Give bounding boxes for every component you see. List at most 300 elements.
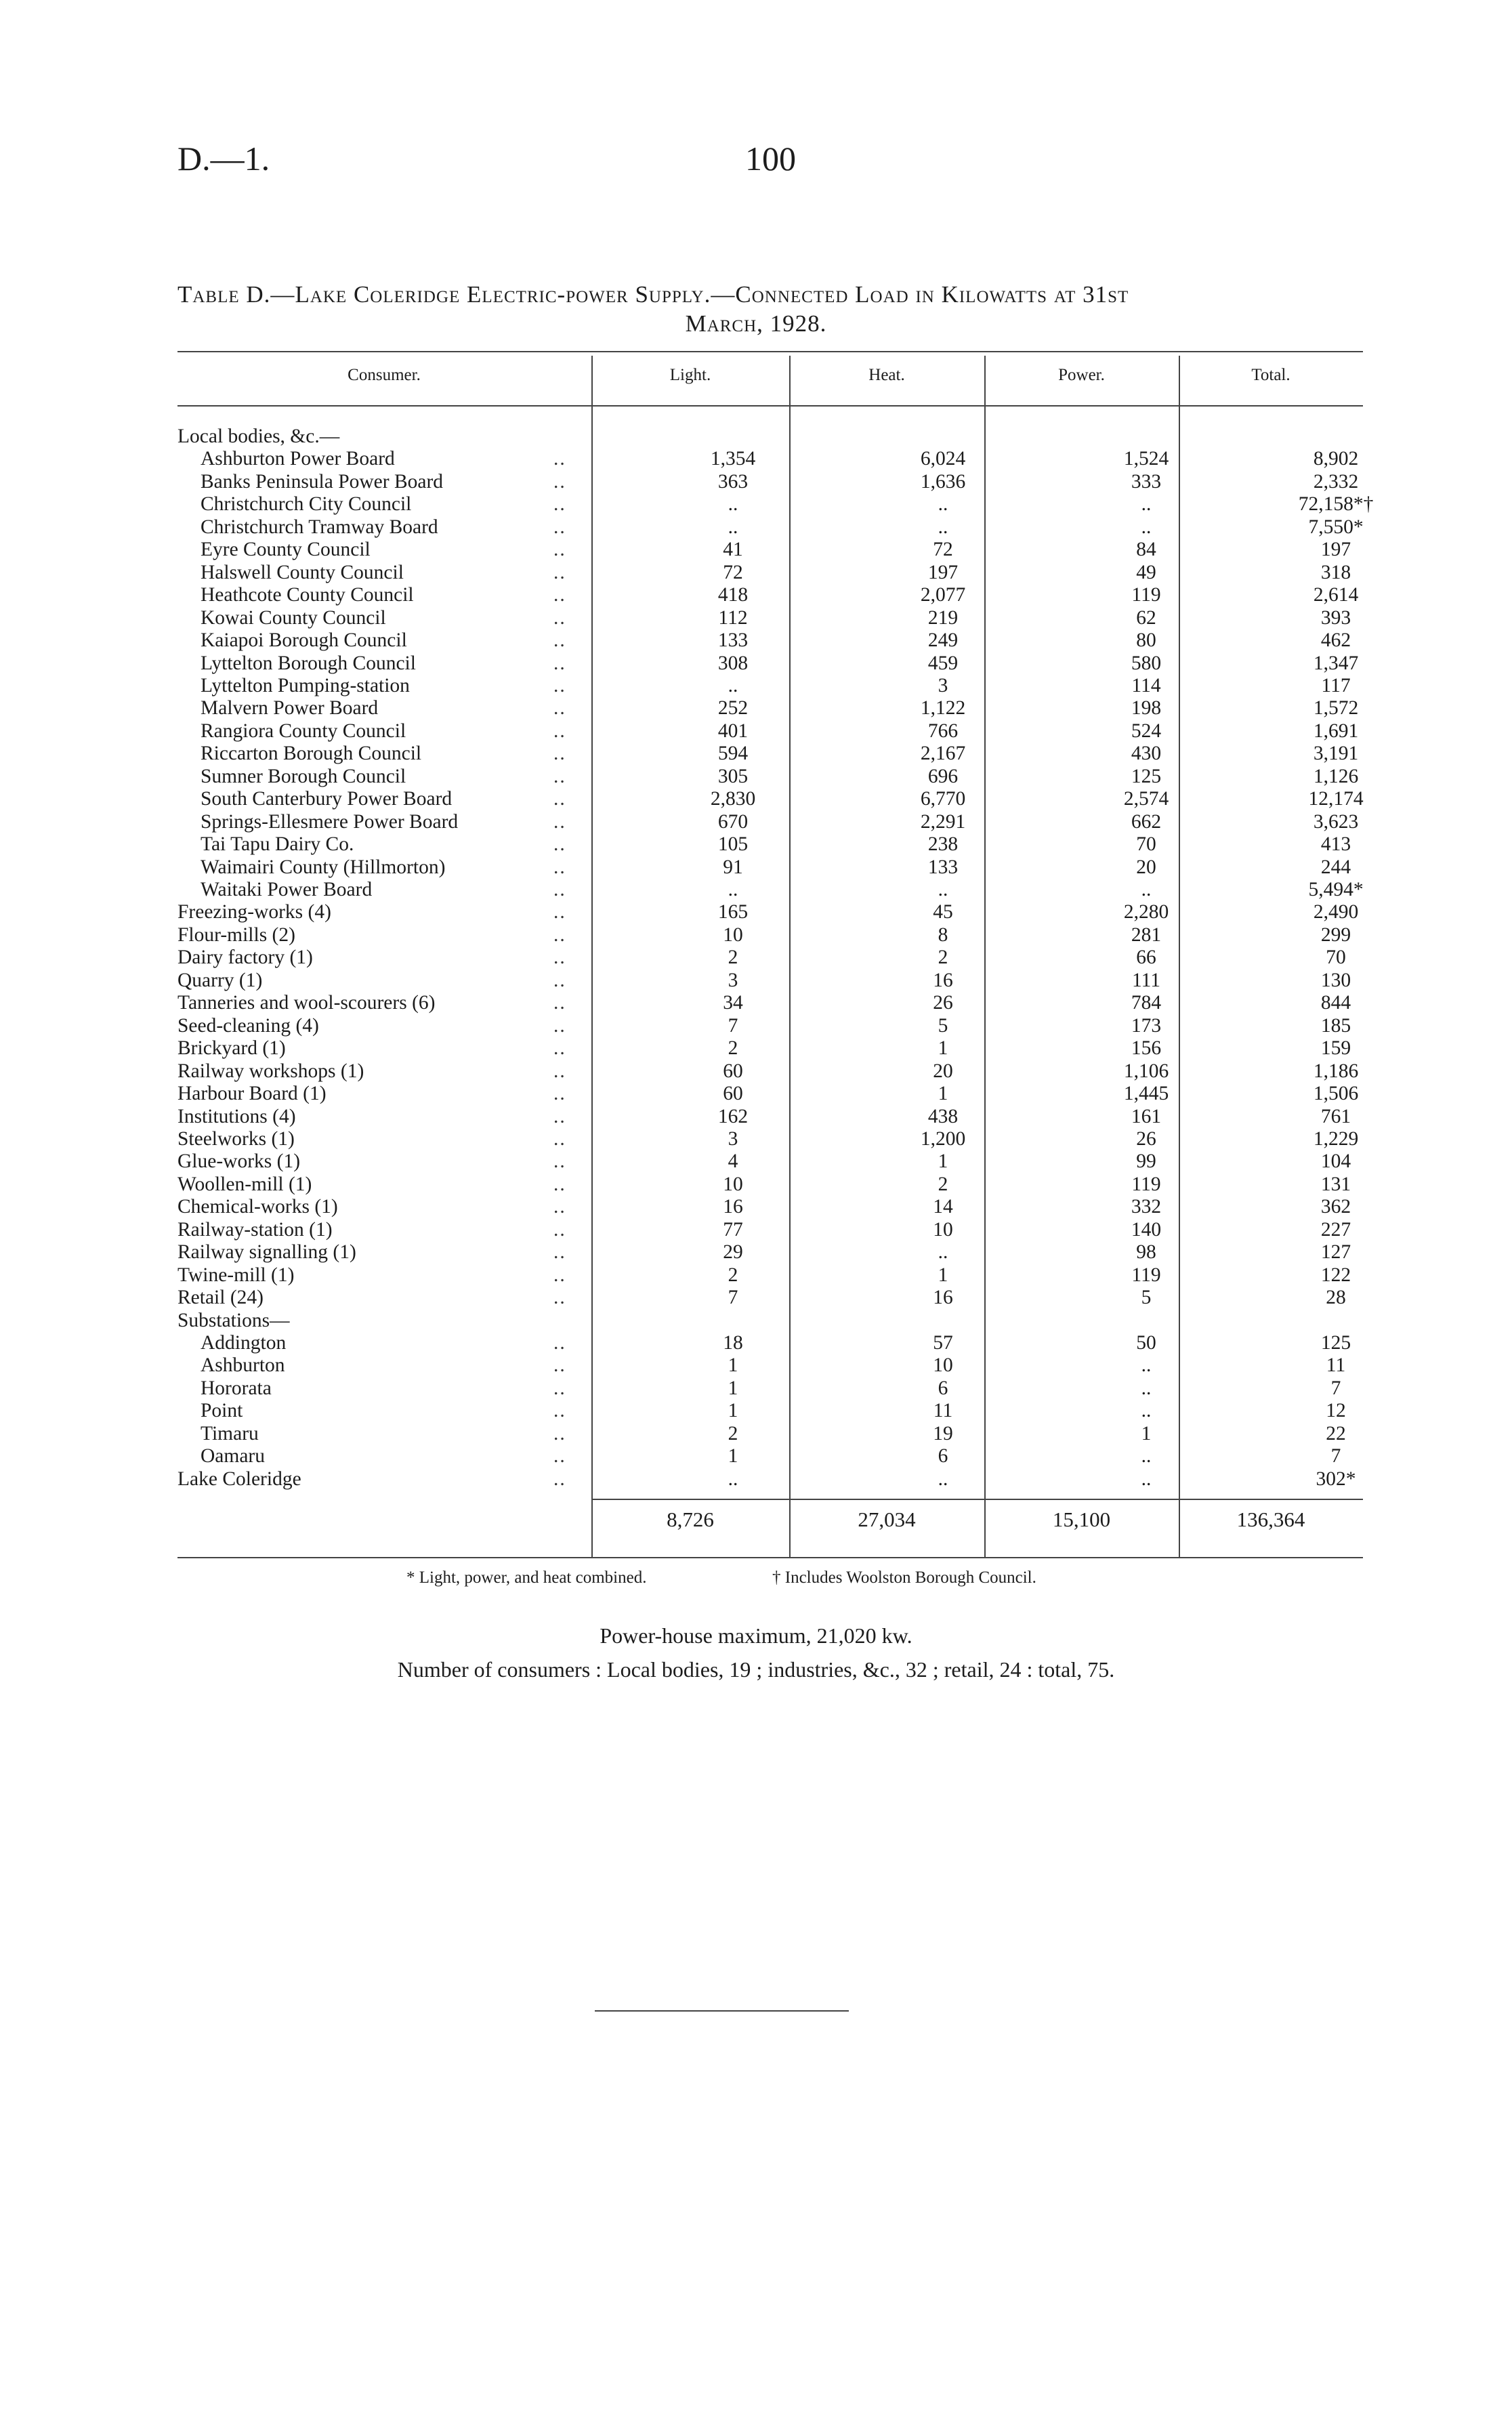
cell-power: 161 (1131, 1105, 1162, 1127)
consumer-name: Tai Tapu Dairy Co. (201, 833, 354, 856)
leader-dots: .. (553, 629, 566, 652)
cell-heat: 2 (938, 947, 948, 969)
cell-heat: 1,122 (920, 697, 966, 720)
table-row (177, 1150, 1363, 1173)
cell-power: 524 (1131, 720, 1162, 742)
header-power: Power. (1058, 366, 1105, 384)
cell-power: 5 (1141, 1287, 1152, 1309)
cell-heat: 1 (938, 1264, 948, 1286)
cell-total: 197 (1320, 539, 1351, 561)
table-row (177, 833, 1363, 856)
leader-dots: .. (553, 1332, 566, 1354)
table-row (177, 879, 1363, 902)
cell-light: 2 (728, 947, 738, 969)
consumer-name: Eyre County Council (201, 539, 371, 561)
leader-dots: .. (553, 470, 566, 493)
table-row (177, 652, 1363, 675)
consumer-name: Banks Peninsula Power Board (201, 470, 444, 493)
leader-dots: .. (553, 1241, 566, 1264)
cell-heat: 6 (938, 1445, 948, 1468)
cell-total: 28 (1326, 1287, 1346, 1309)
cell-total: 104 (1320, 1150, 1351, 1173)
cell-total: 462 (1320, 629, 1351, 652)
table-title-prefix: Table D.— (177, 281, 295, 308)
cell-heat: 133 (927, 856, 959, 878)
cell-power: 125 (1131, 765, 1162, 787)
cell-total: 131 (1320, 1173, 1351, 1195)
cell-power: 111 (1131, 969, 1161, 991)
table-row (177, 743, 1363, 766)
cell-power: 1,445 (1123, 1083, 1169, 1105)
consumer-name: Woollen-mill (1) (177, 1173, 312, 1195)
consumer-name: Institutions (4) (177, 1105, 296, 1127)
header-heat: Heat. (868, 366, 905, 384)
cell-heat: 5 (938, 1014, 948, 1037)
table-bottom-rule (177, 1557, 1363, 1558)
consumer-name: Brickyard (1) (177, 1037, 286, 1060)
table-row (177, 448, 1363, 471)
cell-power: 66 (1136, 947, 1156, 969)
leader-dots: .. (553, 1060, 566, 1082)
leader-dots: .. (553, 516, 566, 538)
table-row (177, 1264, 1363, 1287)
table-row (177, 1173, 1363, 1197)
cell-light: 10 (723, 1173, 743, 1195)
cell-total: 1,186 (1313, 1060, 1359, 1082)
cell-heat: 2,077 (920, 584, 966, 606)
leader-dots: .. (553, 652, 566, 674)
leader-dots: .. (553, 765, 566, 787)
cell-light: 2 (728, 1037, 738, 1060)
cell-light: 418 (717, 584, 749, 606)
cell-heat: .. (938, 879, 948, 900)
cell-heat: 219 (927, 606, 959, 629)
footnote-star: * Light, power, and heat combined. (406, 1568, 647, 1587)
cell-light: 10 (723, 923, 743, 946)
consumer-name: Kowai County Council (201, 606, 386, 629)
cell-light: .. (728, 674, 738, 696)
table-title-main: Lake Coleridge Electric-power Supply.—Connected Load in Kilowatts at 31st (295, 281, 1129, 308)
cell-total: 125 (1320, 1332, 1351, 1354)
table-row (177, 1354, 1363, 1377)
leader-dots: .. (553, 833, 566, 856)
leader-dots: .. (553, 1014, 566, 1037)
cell-total: 122 (1320, 1264, 1351, 1286)
leader-dots: .. (553, 1422, 566, 1444)
table-row (177, 1332, 1363, 1355)
cell-power: 70 (1136, 833, 1156, 856)
cell-power: 80 (1136, 629, 1156, 652)
cell-total: 11 (1326, 1354, 1346, 1377)
cell-total: 1,691 (1313, 720, 1359, 742)
consumer-name: Kaiapoi Borough Council (201, 629, 407, 652)
cell-light: 112 (718, 606, 748, 629)
table-row (177, 607, 1363, 630)
cell-heat: 2,167 (920, 743, 966, 765)
cell-power: 119 (1131, 584, 1161, 606)
consumer-name: Substations— (177, 1309, 290, 1331)
total-total: 136,364 (1236, 1507, 1305, 1531)
cell-power: .. (1141, 1445, 1152, 1468)
cell-heat: 11 (933, 1400, 953, 1422)
table-row (177, 1015, 1363, 1038)
cell-power: 62 (1136, 606, 1156, 629)
cell-power: .. (1141, 1377, 1152, 1399)
cell-power: 140 (1131, 1218, 1162, 1241)
cell-heat: 19 (933, 1422, 953, 1444)
cell-heat: 14 (933, 1196, 953, 1218)
cell-power: 98 (1136, 1241, 1156, 1264)
consumer-name: Timaru (201, 1422, 259, 1444)
cell-heat: 16 (933, 969, 953, 991)
leader-dots: .. (553, 1468, 566, 1490)
cell-power: 430 (1131, 743, 1162, 765)
table-row (177, 901, 1363, 924)
cell-total: 127 (1320, 1241, 1351, 1264)
cell-light: .. (728, 493, 738, 516)
cell-light: 1 (728, 1354, 738, 1377)
table-row (177, 856, 1363, 879)
leader-dots: .. (553, 1150, 566, 1173)
cell-total: 12 (1326, 1400, 1346, 1422)
cell-total: 1,572 (1313, 697, 1359, 720)
table-row (177, 1037, 1363, 1060)
cell-total: 12,174 (1308, 788, 1364, 810)
table-row (177, 1241, 1363, 1264)
cell-power: 1,106 (1123, 1060, 1169, 1082)
consumer-name: Lyttelton Pumping-station (201, 674, 410, 696)
cell-power: 332 (1131, 1196, 1162, 1218)
cell-total: 130 (1320, 969, 1351, 991)
table-row (177, 1060, 1363, 1083)
consumer-name: Addington (201, 1332, 287, 1354)
cell-total: 72,158*† (1298, 493, 1374, 516)
consumer-name: Christchurch City Council (201, 493, 412, 516)
table-row (177, 947, 1363, 970)
consumer-name: Railway-station (1) (177, 1218, 333, 1241)
total-heat: 27,034 (858, 1507, 916, 1531)
leader-dots: .. (553, 1377, 566, 1399)
total-power: 15,100 (1052, 1507, 1111, 1531)
cell-light: 3 (728, 1127, 738, 1150)
cell-total: 393 (1320, 606, 1351, 629)
cell-power: 50 (1136, 1332, 1156, 1354)
leader-dots: .. (553, 901, 566, 923)
cell-heat: 45 (933, 901, 953, 923)
consumer-name: Oamaru (201, 1445, 266, 1468)
leader-dots: .. (553, 606, 566, 629)
cell-light: 670 (717, 810, 749, 833)
cell-total: 8,902 (1313, 448, 1359, 470)
leader-dots: .. (553, 1287, 566, 1309)
table-row (177, 425, 1363, 449)
cell-light: 77 (723, 1218, 743, 1241)
cell-light: 7 (728, 1287, 738, 1309)
consumer-name: Tanneries and wool-scourers (6) (177, 992, 436, 1014)
cell-heat: 16 (933, 1287, 953, 1309)
cell-power: .. (1141, 493, 1152, 516)
cell-total: 413 (1320, 833, 1351, 856)
cell-heat: 238 (927, 833, 959, 856)
cell-light: 2,830 (710, 788, 756, 810)
cell-total: 244 (1320, 856, 1351, 878)
header-bottom-rule (177, 405, 1363, 407)
consumer-name: Quarry (1) (177, 969, 263, 991)
consumer-name: South Canterbury Power Board (201, 788, 453, 810)
table-row (177, 1106, 1363, 1129)
leader-dots: .. (553, 1083, 566, 1105)
cell-total: 2,332 (1313, 470, 1359, 493)
consumer-name: Seed-cleaning (4) (177, 1014, 319, 1037)
consumer-name: Railway workshops (1) (177, 1060, 364, 1082)
cell-light: 18 (723, 1332, 743, 1354)
table-row (177, 1083, 1363, 1106)
cell-heat: 6 (938, 1377, 948, 1399)
cell-heat: 10 (933, 1218, 953, 1241)
consumer-name: Chemical-works (1) (177, 1196, 338, 1218)
page-number: 100 (745, 140, 796, 178)
leader-dots: .. (553, 1173, 566, 1195)
cell-light: 1 (728, 1400, 738, 1422)
cell-total: 1,229 (1313, 1127, 1359, 1150)
cell-power: .. (1141, 1468, 1152, 1490)
consumer-name: Ashburton Power Board (201, 448, 395, 470)
consumer-name: Flour-mills (2) (177, 923, 295, 946)
cell-heat: 10 (933, 1354, 953, 1377)
cell-light: 60 (723, 1083, 743, 1105)
cell-heat: 459 (927, 652, 959, 674)
cell-light: 7 (728, 1014, 738, 1037)
cell-power: 2,574 (1123, 788, 1169, 810)
cell-power: 333 (1131, 470, 1162, 493)
cell-heat: 766 (927, 720, 959, 742)
consumer-name: Christchurch Tramway Board (201, 516, 438, 538)
cell-light: 41 (723, 539, 743, 561)
cell-power: 281 (1131, 923, 1162, 946)
consumer-name: Hororata (201, 1377, 272, 1399)
cell-total: 1,506 (1313, 1083, 1359, 1105)
cell-total: 302* (1316, 1468, 1356, 1490)
cell-total: 1,347 (1313, 652, 1359, 674)
cell-light: 1 (728, 1377, 738, 1399)
cell-power: 26 (1136, 1127, 1156, 1150)
header-total: Total. (1251, 366, 1290, 384)
header-light: Light. (669, 366, 711, 384)
cell-light: 1,354 (710, 448, 756, 470)
cell-light: 133 (717, 629, 749, 652)
cell-heat: 696 (927, 765, 959, 787)
cell-total: 227 (1320, 1218, 1351, 1241)
cell-heat: 3 (938, 674, 948, 696)
consumer-name: Sumner Borough Council (201, 765, 406, 787)
consumer-name: Ashburton (201, 1354, 285, 1377)
leader-dots: .. (553, 1445, 566, 1468)
cell-light: 162 (717, 1105, 749, 1127)
cell-power: 2,280 (1123, 901, 1169, 923)
cell-power: 84 (1136, 539, 1156, 561)
leader-dots: .. (553, 992, 566, 1014)
cell-heat: .. (938, 516, 948, 538)
cell-light: 594 (717, 743, 749, 765)
table-top-rule (177, 351, 1363, 352)
table-row (177, 1377, 1363, 1400)
table-row (177, 1400, 1363, 1423)
consumer-name: Waitaki Power Board (201, 879, 373, 900)
cell-light: 1 (728, 1445, 738, 1468)
cell-power: 173 (1131, 1014, 1162, 1037)
cell-total: 299 (1320, 923, 1351, 946)
totals-rule (591, 1499, 1363, 1500)
cell-light: 165 (717, 901, 749, 923)
table-row (177, 970, 1363, 993)
consumer-name: Heathcote County Council (201, 584, 414, 606)
cell-light: 29 (723, 1241, 743, 1264)
table-row (177, 516, 1363, 539)
cell-power: .. (1141, 879, 1152, 900)
leader-dots: .. (553, 947, 566, 969)
consumer-name: Harbour Board (1) (177, 1083, 327, 1105)
cell-power: 580 (1131, 652, 1162, 674)
cell-total: 2,490 (1313, 901, 1359, 923)
cell-light: .. (728, 879, 738, 900)
cell-total: 7,550* (1308, 516, 1364, 538)
cell-power: 1 (1141, 1422, 1152, 1444)
footnote-dagger: † Includes Woolston Borough Council. (772, 1568, 1036, 1587)
consumer-name: Springs-Ellesmere Power Board (201, 810, 459, 833)
leader-dots: .. (553, 810, 566, 833)
leader-dots: .. (553, 584, 566, 606)
cell-heat: 72 (933, 539, 953, 561)
cell-total: 761 (1320, 1105, 1351, 1127)
cell-total: 117 (1321, 674, 1351, 696)
leader-dots: .. (553, 1400, 566, 1422)
table-row (177, 1423, 1363, 1446)
cell-heat: 438 (927, 1105, 959, 1127)
cell-light: 16 (723, 1196, 743, 1218)
cell-light: 401 (717, 720, 749, 742)
total-light: 8,726 (667, 1507, 714, 1531)
consumer-name: Waimairi County (Hillmorton) (201, 856, 446, 878)
cell-heat: 26 (933, 992, 953, 1014)
cell-light: .. (728, 1468, 738, 1490)
cell-power: 49 (1136, 561, 1156, 583)
cell-power: 662 (1131, 810, 1162, 833)
powerhouse-maximum: Power-house maximum, 21,020 kw. (600, 1623, 912, 1648)
cell-heat: .. (938, 1241, 948, 1264)
cell-heat: 2,291 (920, 810, 966, 833)
cell-heat: 249 (927, 629, 959, 652)
cell-heat: 1 (938, 1037, 948, 1060)
cell-total: 5,494* (1308, 879, 1364, 900)
consumer-name: Lake Coleridge (177, 1468, 301, 1490)
page-reference: D.—1. (177, 140, 270, 178)
leader-dots: .. (553, 788, 566, 810)
table-row (177, 584, 1363, 607)
cell-power: .. (1141, 516, 1152, 538)
cell-total: 70 (1326, 947, 1346, 969)
table-row (177, 1196, 1363, 1219)
cell-heat: 1,636 (920, 470, 966, 493)
cell-light: 34 (723, 992, 743, 1014)
cell-power: 114 (1131, 674, 1161, 696)
leader-dots: .. (553, 539, 566, 561)
cell-power: 20 (1136, 856, 1156, 878)
leader-dots: .. (553, 879, 566, 900)
cell-heat: 1 (938, 1083, 948, 1105)
cell-total: 2,614 (1313, 584, 1359, 606)
leader-dots: .. (553, 1218, 566, 1241)
cell-heat: 6,024 (920, 448, 966, 470)
cell-total: 185 (1320, 1014, 1351, 1037)
table-row (177, 1310, 1363, 1333)
leader-dots: .. (553, 1127, 566, 1150)
table-row (177, 697, 1363, 720)
consumer-name: Railway signalling (1) (177, 1241, 356, 1264)
consumer-count: Number of consumers : Local bodies, 19 ; industries, &c., 32 ; retail, 24 : total, 75. (397, 1657, 1115, 1682)
table-row (177, 1445, 1363, 1468)
cell-heat: 57 (933, 1332, 953, 1354)
end-rule (595, 2010, 849, 2012)
cell-heat: 20 (933, 1060, 953, 1082)
leader-dots: .. (553, 1196, 566, 1218)
table-row (177, 1219, 1363, 1242)
cell-total: 3,191 (1313, 743, 1359, 765)
cell-total: 3,623 (1313, 810, 1359, 833)
table-row (177, 1128, 1363, 1151)
leader-dots: .. (553, 493, 566, 516)
cell-power: 119 (1131, 1173, 1161, 1195)
table-row (177, 539, 1363, 562)
cell-heat: 2 (938, 1173, 948, 1195)
leader-dots: .. (553, 1264, 566, 1286)
table-row (177, 924, 1363, 947)
cell-power: 198 (1131, 697, 1162, 720)
table-row (177, 562, 1363, 585)
consumer-name: Malvern Power Board (201, 697, 379, 720)
leader-dots: .. (553, 1105, 566, 1127)
consumer-name: Twine-mill (1) (177, 1264, 295, 1286)
cell-light: 3 (728, 969, 738, 991)
consumer-name: Rangiora County Council (201, 720, 406, 742)
table-row (177, 493, 1374, 516)
cell-total: 1,126 (1313, 765, 1359, 787)
cell-total: 318 (1320, 561, 1351, 583)
cell-total: 362 (1320, 1196, 1351, 1218)
cell-light: 91 (723, 856, 743, 878)
cell-light: .. (728, 516, 738, 538)
leader-dots: .. (553, 674, 566, 696)
consumer-name: Glue-works (1) (177, 1150, 301, 1173)
cell-heat: 8 (938, 923, 948, 946)
leader-dots: .. (553, 923, 566, 946)
cell-heat: 6,770 (920, 788, 966, 810)
cell-light: 4 (728, 1150, 738, 1173)
leader-dots: .. (553, 561, 566, 583)
table-row (177, 720, 1363, 743)
cell-light: 72 (723, 561, 743, 583)
cell-heat: 1,200 (920, 1127, 966, 1150)
cell-power: 1,524 (1123, 448, 1169, 470)
table-row (177, 788, 1363, 811)
table-row (177, 471, 1363, 494)
leader-dots: .. (553, 720, 566, 742)
consumer-name: Dairy factory (1) (177, 947, 313, 969)
table-row (177, 766, 1363, 789)
cell-light: 105 (717, 833, 749, 856)
cell-heat: 197 (927, 561, 959, 583)
cell-light: 252 (717, 697, 749, 720)
cell-heat: .. (938, 1468, 948, 1490)
